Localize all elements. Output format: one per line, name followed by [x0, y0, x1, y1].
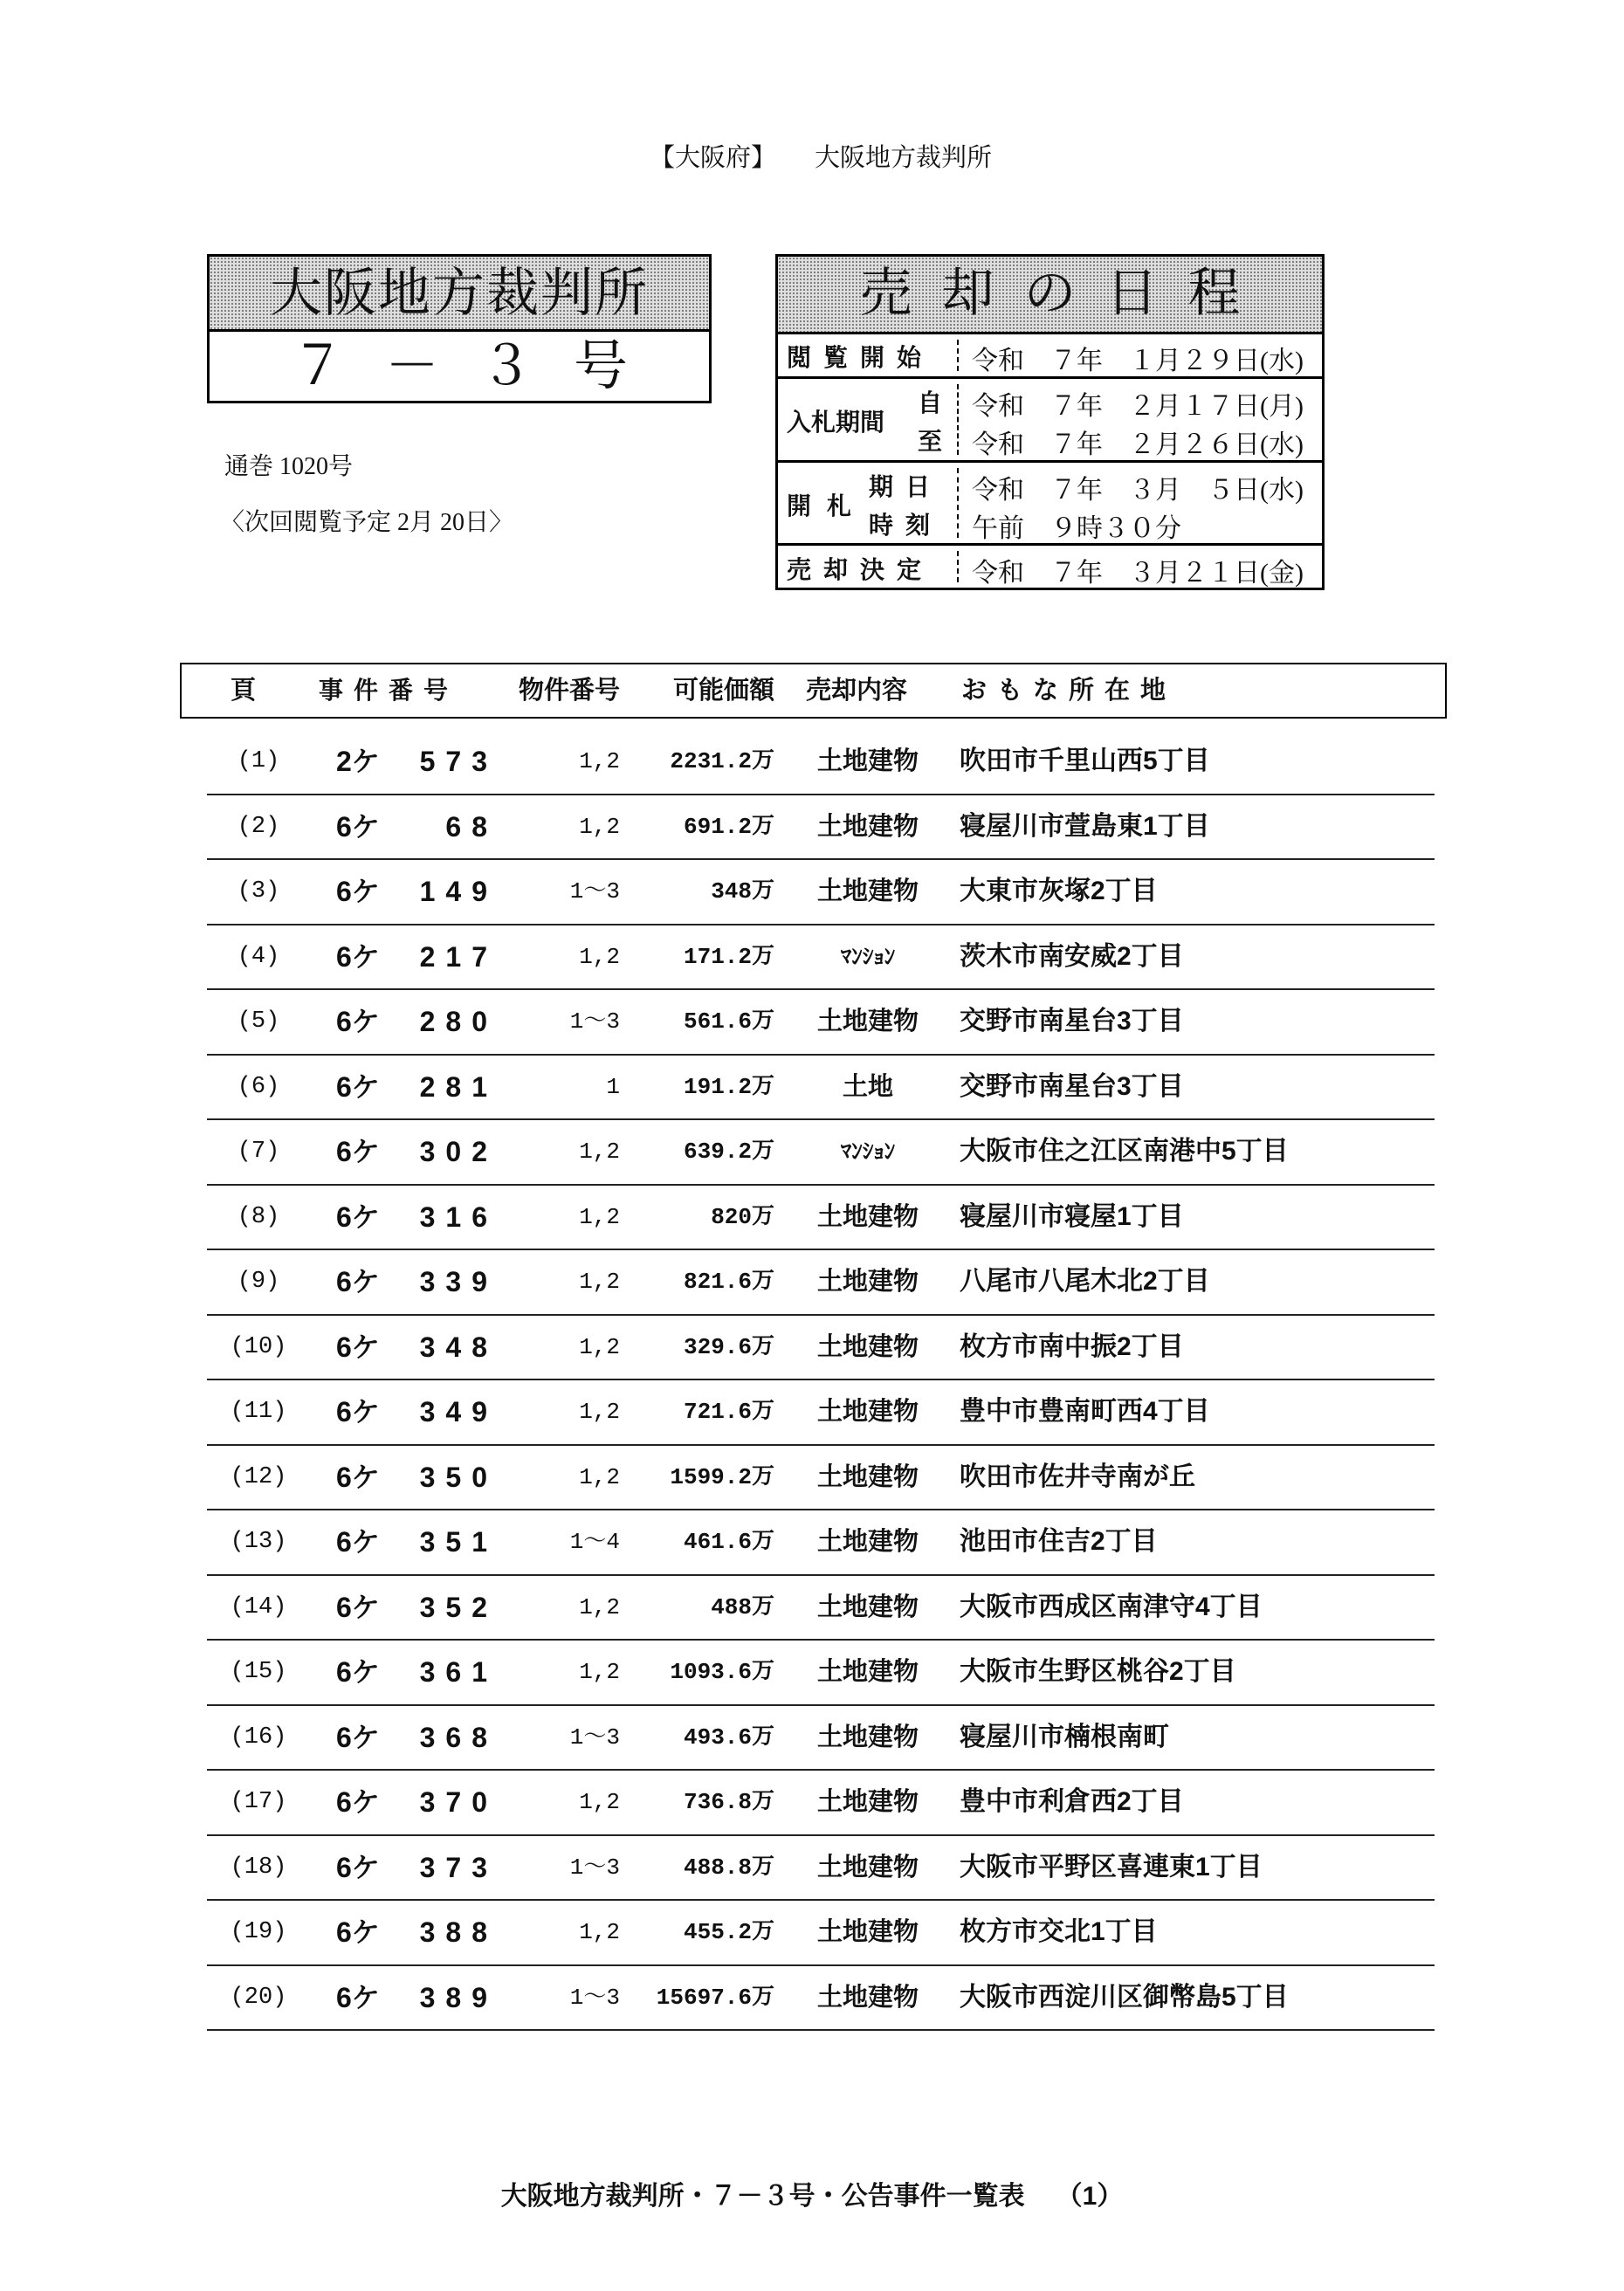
prefecture-label: 【大阪府】 — [650, 144, 777, 172]
sale-content-cell: 土地建物 — [816, 1528, 919, 1556]
property-number-cell: 1,2 — [579, 748, 620, 774]
location-cell: 大阪市西淀川区御幣島5丁目 — [960, 1982, 1289, 2012]
case-number-cell: 351 — [419, 1526, 498, 1558]
schedule-row-opening — [778, 460, 1322, 543]
page-number-cell: (10) — [230, 1333, 287, 1360]
case-prefix-cell: 6ケ — [336, 1461, 380, 1493]
table-row — [207, 1641, 1435, 1706]
issue-box — [207, 254, 712, 403]
table-row — [207, 1056, 1435, 1121]
table-header — [180, 663, 1447, 719]
bidding-from-date: 令和 ７年 ２月１７日(月) — [972, 392, 1304, 421]
next-viewing-note: 〈次回閲覧予定 2月 20日〉 — [220, 509, 514, 536]
location-cell: 枚方市交北1丁目 — [960, 1917, 1158, 1946]
price-cell: 191.2万 — [683, 1073, 774, 1100]
issue-number: ７－３号 — [290, 336, 668, 396]
price-cell: 820万 — [711, 1203, 774, 1230]
property-number-cell: 1,2 — [579, 1659, 620, 1685]
page-number-cell: (17) — [230, 1789, 287, 1815]
court-label: 大阪地方裁判所 — [815, 144, 993, 172]
property-number-cell: 1,2 — [579, 1269, 620, 1295]
location-cell: 茨木市南安威2丁目 — [960, 941, 1184, 971]
price-cell: 348万 — [711, 878, 774, 905]
case-number-cell: 302 — [419, 1136, 498, 1167]
location-cell: 八尾市八尾木北2丁目 — [960, 1267, 1210, 1296]
page-number-cell: (3) — [237, 878, 280, 905]
bidding-label: 入札期間 — [787, 409, 885, 436]
table-row — [207, 1836, 1435, 1902]
dashed-divider — [957, 384, 959, 455]
case-list-table — [207, 730, 1435, 2031]
location-cell: 大東市灰塚2丁目 — [960, 877, 1158, 905]
viewing-date: 令和 ７年 １月２９日(水) — [972, 347, 1304, 375]
case-number-cell: 280 — [419, 1006, 498, 1037]
column-header-price: 可能価額 — [673, 677, 775, 705]
case-prefix-cell: 6ケ — [336, 1201, 380, 1233]
schedule-row-decision — [778, 543, 1322, 588]
document-header — [650, 138, 992, 174]
sale-content-cell: 土地 — [842, 1072, 893, 1101]
decision-date: 令和 ７年 ３月２１日(金) — [972, 559, 1304, 588]
schedule-row-viewing — [778, 332, 1322, 376]
case-number-cell: 352 — [419, 1591, 498, 1623]
page-number-cell: (8) — [237, 1203, 280, 1230]
case-prefix-cell: 6ケ — [336, 940, 380, 973]
property-number-cell: 1,2 — [579, 1919, 620, 1945]
price-cell: 461.6万 — [683, 1529, 774, 1555]
table-row — [207, 730, 1435, 795]
case-number-cell: 349 — [419, 1396, 498, 1428]
table-row — [207, 1966, 1435, 2032]
table-row — [207, 795, 1435, 861]
location-cell: 寝屋川市寝屋1丁目 — [960, 1201, 1184, 1231]
property-number-cell: 1,2 — [579, 1203, 620, 1230]
case-number-cell: 316 — [419, 1201, 498, 1233]
location-cell: 寝屋川市楠根南町 — [960, 1722, 1169, 1751]
price-cell: 488万 — [711, 1593, 774, 1620]
case-prefix-cell: 6ケ — [336, 1331, 380, 1363]
volume-number: 通巻 1020号 — [224, 453, 354, 480]
sale-schedule-box — [775, 254, 1325, 590]
location-cell: 豊中市豊南町西4丁目 — [960, 1397, 1210, 1426]
opening-date-label: 期日 — [869, 473, 943, 500]
page-number-cell: (20) — [230, 1984, 287, 2011]
dashed-divider — [957, 468, 959, 538]
price-cell: 329.6万 — [683, 1333, 774, 1360]
sale-content-cell: 土地建物 — [816, 1398, 919, 1426]
price-cell: 691.2万 — [683, 813, 774, 840]
price-cell: 821.6万 — [683, 1269, 774, 1295]
case-number-cell: 348 — [419, 1331, 498, 1363]
case-prefix-cell: 6ケ — [336, 1916, 380, 1948]
location-cell: 吹田市佐井寺南が丘 — [960, 1462, 1195, 1491]
property-number-cell: 1,2 — [579, 1789, 620, 1815]
property-number-cell: 1,2 — [579, 943, 620, 970]
location-cell: 吹田市千里山西5丁目 — [960, 746, 1210, 775]
case-number-cell: 388 — [419, 1916, 498, 1948]
column-header-content: 売却内容 — [806, 677, 908, 705]
opening-time: 午前 ９時３０分 — [972, 514, 1181, 543]
issue-court-name: 大阪地方裁判所 — [210, 257, 709, 332]
location-cell: 大阪市西成区南津守4丁目 — [960, 1592, 1263, 1621]
footer-page-number: （1） — [1056, 2182, 1124, 2211]
page-number-cell: (14) — [230, 1593, 287, 1620]
property-number-cell: 1,2 — [579, 1399, 620, 1425]
sale-content-cell: ﾏﾝｼｮﾝ — [840, 1139, 896, 1164]
opening-time-label: 時刻 — [869, 512, 943, 539]
case-prefix-cell: 6ケ — [336, 810, 380, 843]
case-number-cell: 149 — [419, 876, 498, 907]
page-number-cell: (12) — [230, 1463, 287, 1490]
case-number-cell: 368 — [419, 1721, 498, 1753]
sale-schedule-title: 売却の日程 — [778, 257, 1322, 332]
table-row — [207, 1380, 1435, 1446]
property-number-cell: 1,2 — [579, 1139, 620, 1165]
case-number-cell: 68 — [445, 810, 498, 843]
property-number-cell: 1,2 — [579, 1593, 620, 1620]
sale-content-cell: 土地建物 — [816, 747, 919, 775]
case-prefix-cell: 6ケ — [336, 1136, 380, 1167]
sale-content-cell: 土地建物 — [816, 1723, 919, 1751]
property-number-cell: 1～3 — [569, 1854, 620, 1881]
schedule-row-bidding — [778, 376, 1322, 460]
price-cell: 493.6万 — [683, 1723, 774, 1751]
page-number-cell: (6) — [237, 1073, 280, 1100]
footer-title: 大阪地方裁判所・７－３号・公告事件一覧表 — [500, 2182, 1025, 2211]
column-header-case: 事件番号 — [319, 677, 459, 704]
table-row — [207, 860, 1435, 925]
table-row — [207, 1706, 1435, 1772]
page-number-cell: (2) — [237, 813, 280, 840]
decision-label: 売却決定 — [787, 556, 934, 583]
page-number-cell: (4) — [237, 943, 280, 970]
sale-content-cell: 土地建物 — [816, 1658, 919, 1686]
location-cell: 交野市南星台3丁目 — [960, 1007, 1184, 1035]
location-cell: 枚方市南中振2丁目 — [960, 1331, 1184, 1361]
page-number-cell: (15) — [230, 1659, 287, 1685]
case-number-cell: 370 — [419, 1786, 498, 1818]
opening-label: 開札 — [787, 492, 868, 519]
price-cell: 15697.6万 — [656, 1984, 774, 2011]
case-prefix-cell: 6ケ — [336, 1266, 380, 1297]
location-cell: 大阪市生野区桃谷2丁目 — [960, 1657, 1236, 1686]
property-number-cell: 1 — [606, 1073, 620, 1100]
page-number-cell: (5) — [237, 1008, 280, 1035]
price-cell: 171.2万 — [683, 943, 774, 970]
table-row — [207, 1120, 1435, 1186]
property-number-cell: 1,2 — [579, 813, 620, 840]
case-prefix-cell: 6ケ — [336, 1526, 380, 1558]
case-number-cell: 339 — [419, 1266, 498, 1297]
property-number-cell: 1,2 — [579, 1463, 620, 1490]
property-number-cell: 1～3 — [569, 1008, 620, 1035]
price-cell: 721.6万 — [683, 1399, 774, 1425]
sale-content-cell: 土地建物 — [816, 1202, 919, 1231]
case-prefix-cell: 6ケ — [336, 1006, 380, 1037]
case-prefix-cell: 6ケ — [336, 1851, 380, 1883]
case-prefix-cell: 2ケ — [336, 746, 380, 777]
location-cell: 大阪市住之江区南港中5丁目 — [960, 1137, 1289, 1166]
sale-content-cell: 土地建物 — [816, 812, 919, 841]
case-prefix-cell: 6ケ — [336, 1656, 380, 1688]
page-number-cell: (7) — [237, 1139, 280, 1165]
table-row — [207, 1316, 1435, 1381]
price-cell: 488.8万 — [683, 1854, 774, 1881]
case-prefix-cell: 6ケ — [336, 1070, 380, 1103]
location-cell: 豊中市利倉西2丁目 — [960, 1787, 1184, 1816]
price-cell: 639.2万 — [683, 1139, 774, 1165]
sale-content-cell: 土地建物 — [816, 877, 919, 905]
price-cell: 736.8万 — [683, 1789, 774, 1815]
page-number-cell: (11) — [230, 1399, 287, 1425]
table-row — [207, 1446, 1435, 1511]
location-cell: 交野市南星台3丁目 — [960, 1071, 1184, 1101]
sale-content-cell: 土地建物 — [816, 1918, 919, 1946]
property-number-cell: 1～3 — [569, 878, 620, 905]
property-number-cell: 1,2 — [579, 1333, 620, 1360]
property-number-cell: 1～3 — [569, 1723, 620, 1751]
page-number-cell: (13) — [230, 1529, 287, 1555]
sale-content-cell: ﾏﾝｼｮﾝ — [840, 944, 896, 969]
column-header-page: 頁 — [231, 677, 257, 705]
table-row — [207, 1250, 1435, 1316]
opening-date: 令和 ７年 ３月 ５日(水) — [972, 476, 1304, 505]
sale-content-cell: 土地建物 — [816, 1853, 919, 1882]
page-number-cell: (9) — [237, 1269, 280, 1295]
table-row — [207, 1510, 1435, 1576]
table-row — [207, 1901, 1435, 1966]
bidding-to-label: 至 — [918, 428, 943, 455]
location-cell: 寝屋川市萱島東1丁目 — [960, 811, 1210, 841]
location-cell: 大阪市平野区喜連東1丁目 — [960, 1852, 1263, 1882]
price-cell: 561.6万 — [683, 1008, 774, 1035]
bidding-to-date: 令和 ７年 ２月２６日(水) — [972, 430, 1304, 459]
page-number-cell: (18) — [230, 1854, 287, 1881]
table-row — [207, 1576, 1435, 1641]
case-number-cell: 573 — [419, 746, 498, 777]
sale-content-cell: 土地建物 — [816, 1462, 919, 1491]
page-number-cell: (1) — [237, 748, 280, 774]
table-row — [207, 990, 1435, 1056]
table-row — [207, 1771, 1435, 1836]
sale-content-cell: 土地建物 — [816, 1332, 919, 1361]
column-header-location: おもな所在地 — [961, 677, 1177, 705]
sale-content-cell: 土地建物 — [816, 1593, 919, 1621]
sale-content-cell: 土地建物 — [816, 1788, 919, 1816]
case-number-cell: 361 — [419, 1656, 498, 1688]
case-number-cell: 373 — [419, 1851, 498, 1883]
page-number-cell: (19) — [230, 1919, 287, 1945]
page-footer — [0, 2174, 1624, 2212]
property-number-cell: 1～4 — [569, 1529, 620, 1555]
table-row — [207, 925, 1435, 991]
sale-content-cell: 土地建物 — [816, 1268, 919, 1296]
case-number-cell: 389 — [419, 1981, 498, 2013]
case-prefix-cell: 6ケ — [336, 1786, 380, 1818]
dashed-divider — [957, 340, 959, 371]
dashed-divider — [957, 551, 959, 582]
viewing-label: 閲覧開始 — [787, 344, 934, 371]
sale-content-cell: 土地建物 — [816, 1008, 919, 1035]
page-number-cell: (16) — [230, 1723, 287, 1751]
price-cell: 455.2万 — [683, 1919, 774, 1945]
property-number-cell: 1～3 — [569, 1984, 620, 2011]
case-prefix-cell: 6ケ — [336, 1591, 380, 1623]
price-cell: 2231.2万 — [670, 748, 774, 774]
sale-content-cell: 土地建物 — [816, 1983, 919, 2012]
case-prefix-cell: 6ケ — [336, 1981, 380, 2013]
column-header-property: 物件番号 — [519, 677, 621, 705]
bidding-from-label: 自 — [918, 389, 943, 416]
case-prefix-cell: 6ケ — [336, 1396, 380, 1428]
case-number-cell: 281 — [419, 1070, 498, 1103]
table-row — [207, 1186, 1435, 1251]
case-prefix-cell: 6ケ — [336, 1721, 380, 1753]
case-number-cell: 217 — [419, 940, 498, 973]
price-cell: 1599.2万 — [670, 1463, 774, 1490]
location-cell: 池田市住吉2丁目 — [960, 1527, 1158, 1556]
case-number-cell: 350 — [419, 1461, 498, 1493]
price-cell: 1093.6万 — [670, 1659, 774, 1685]
case-prefix-cell: 6ケ — [336, 876, 380, 907]
